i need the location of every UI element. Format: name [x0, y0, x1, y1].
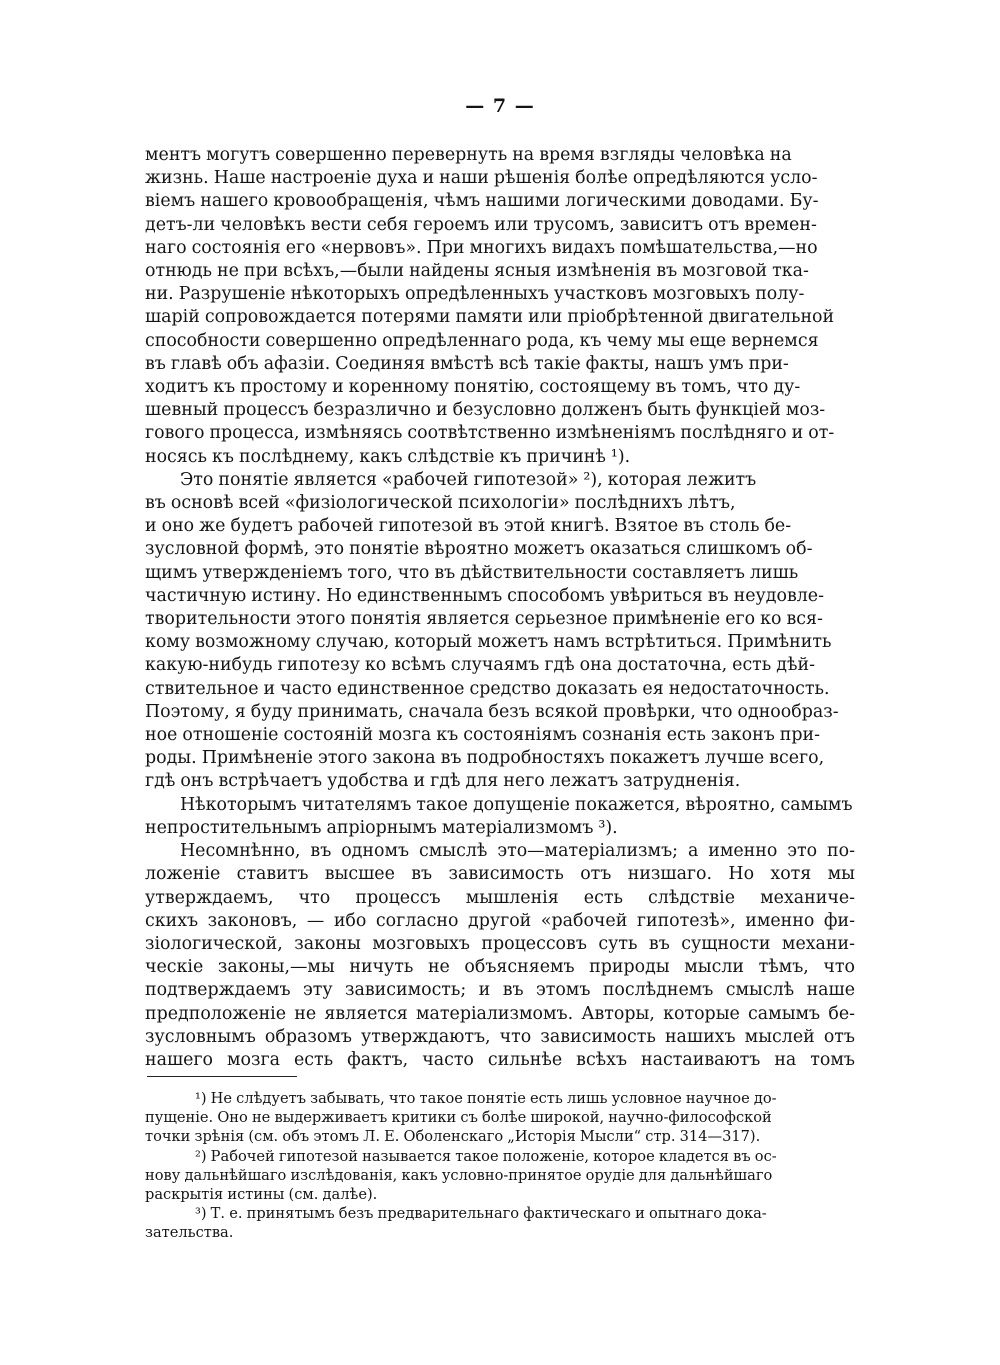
footnote-line: ²) Рабочей гипотезой называется такое положеніе, которое кладется въ ос-: [195, 1147, 777, 1165]
text-line: зіологической, законы мозговыхъ процессовъ суть въ сущности механи-: [145, 933, 855, 954]
main-text: [145, 144, 855, 1072]
paragraph-3: [145, 794, 855, 840]
text-line: въ главѣ объ афазіи. Соединяя вмѣстѣ всѣ такіе факты, нашъ умъ при-: [145, 353, 789, 374]
text-line: ное отношеніе состояній мозга къ состояніямъ сознанія есть законъ при-: [145, 725, 820, 746]
footnote-line: пущеніе. Оно не выдерживаетъ критики съ болѣе широкой, научно-философской: [145, 1109, 772, 1127]
text-line: непростительнымъ апріорнымъ матеріализмомъ ³).: [145, 817, 618, 838]
text-line: Это понятіе является «рабочей гипотезой» ²), которая лежитъ: [180, 469, 757, 490]
footnote-line: ³) Т. е. принятымъ безъ предварительнаго фактическаго и опытнаго дока-: [195, 1205, 767, 1223]
paragraph-1: [145, 144, 855, 469]
text-line: віемъ нашего кровообращенія, чѣмъ нашими логическими доводами. Бу-: [145, 191, 819, 212]
text-line: щимъ утвержденіемъ того, что въ дѣйствительности составляетъ лишь: [145, 562, 799, 583]
text-line: ментъ могутъ совершенно перевернуть на время взгляды человѣка на: [145, 145, 792, 165]
text-line: творительности этого понятія является серьезное примѣненіе его ко вся-: [145, 609, 823, 630]
text-line: ложеніе ставитъ высшее въ зависимость отъ низшаго. Но хотя мы: [145, 864, 855, 885]
text-line: шарій сопровождается потерями памяти или пріобрѣтенной двигательной: [145, 307, 835, 328]
text-line: какую-нибудь гипотезу ко всѣмъ случаямъ гдѣ она достаточна, есть дѣй-: [145, 655, 815, 676]
text-line: Несомнѣнно, въ одномъ смыслѣ это—матеріализмъ; а именно это по-: [180, 841, 855, 862]
text-line: подтверждаемъ эту зависимость; и въ этомъ послѣднемъ смыслѣ наше: [145, 980, 855, 1001]
paragraph-4: [145, 840, 855, 1072]
text-line: жизнь. Наше настроеніе духа и наши рѣшенія болѣе опредѣляются усло-: [145, 168, 818, 189]
text-line: шевный процессъ безразлично и безусловно долженъ быть функціей моз-: [145, 400, 826, 421]
footnote-line: раскрытія истины (см. далѣе).: [145, 1186, 378, 1204]
text-line: въ основѣ всей «физіологической психологіи» послѣднихъ лѣтъ,: [145, 493, 736, 514]
text-line: наго состоянія его «нервовъ». При многихъ видахъ помѣшательства,—но: [145, 237, 818, 258]
text-line: детъ-ли человѣкъ вести себя героемъ или трусомъ, зависитъ отъ времен-: [145, 214, 817, 235]
text-line: отнюдь не при всѣхъ,—были найдены ясныя измѣненія въ мозговой тка-: [145, 261, 809, 282]
text-line: роды. Примѣненіе этого закона въ подробностяхъ покажетъ лучше всего,: [145, 748, 825, 769]
text-line: частичную истину. Но единственнымъ способомъ увѣриться въ неудовле-: [145, 585, 824, 606]
text-line: кому возможному случаю, который можетъ намъ встрѣтиться. Примѣнить: [145, 632, 832, 653]
text-line: ходитъ къ простому и коренному понятію, состоящему въ томъ, что ду-: [145, 377, 801, 398]
text-line: и оно же будетъ рабочей гипотезой въ этой книгѣ. Взятое въ столь бе-: [145, 516, 792, 537]
paragraph-2: [145, 469, 855, 794]
text-line: предположеніе не является матеріализмомъ. Авторы, которые самымъ бе-: [145, 1003, 855, 1024]
text-line: носясь къ послѣднему, какъ слѣдствіе къ причинѣ ¹).: [145, 446, 631, 467]
text-line: Поэтому, я буду принимать, сначала безъ всякой провѣрки, что однообраз-: [145, 701, 839, 722]
footnote-1: [145, 1089, 860, 1147]
text-line: зусловной формѣ, это понятіе вѣроятно можетъ оказаться слишкомъ об-: [145, 539, 813, 560]
footnote-line: зательства.: [145, 1224, 234, 1242]
footnote-line: нову дальнѣйшаго изслѣдованія, какъ условно-принятое орудіе для дальнѣйшаго: [145, 1166, 773, 1184]
footnote-line: ¹) Не слѣдуетъ забывать, что такое понятіе есть лишь условное научное до-: [195, 1090, 777, 1107]
text-line: ни. Разрушеніе нѣкоторыхъ опредѣленныхъ участковъ мозговыхъ полу-: [145, 284, 805, 305]
text-line: ствительное и часто единственное средство доказать ея недостаточность.: [145, 678, 830, 699]
text-line: гового процесса, измѣняясь соотвѣтственно измѣненіямъ послѣдняго и от-: [145, 423, 835, 444]
footnote-line: точки зрѣнія (см. объ этомъ Л. Е. Оболенскаго „Исторія Мысли“ стр. 314—317).: [145, 1128, 761, 1146]
text-line: ческіе законы,—мы ничуть не объясняемъ природы мысли тѣмъ, что: [145, 957, 855, 978]
text-line: гдѣ онъ встрѣчаетъ удобства и гдѣ для него лежатъ затрудненія.: [145, 771, 741, 792]
page-number: — 7 —: [465, 95, 535, 117]
footnotes: [145, 1089, 860, 1243]
text-line: зусловнымъ образомъ утверждаютъ, что зависимость нашихъ мыслей отъ: [145, 1026, 855, 1047]
footnote-3: [145, 1204, 860, 1242]
text-line: скихъ законовъ, — ибо согласно другой «рабочей гипотезѣ», именно фи-: [145, 910, 855, 931]
text-line: нашего мозга есть фактъ, часто сильнѣе всѣхъ настаиваютъ на томъ: [145, 1049, 855, 1070]
text-line: Нѣкоторымъ читателямъ такое допущеніе покажется, вѣроятно, самымъ: [180, 794, 853, 815]
text-line: утверждаемъ, что процессъ мышленія есть слѣдствіе механиче-: [145, 887, 855, 908]
text-line: способности совершенно опредѣленнаго рода, къ чему мы еще вернемся: [145, 330, 819, 351]
footnote-separator: [147, 1076, 297, 1077]
footnote-2: [145, 1147, 860, 1205]
